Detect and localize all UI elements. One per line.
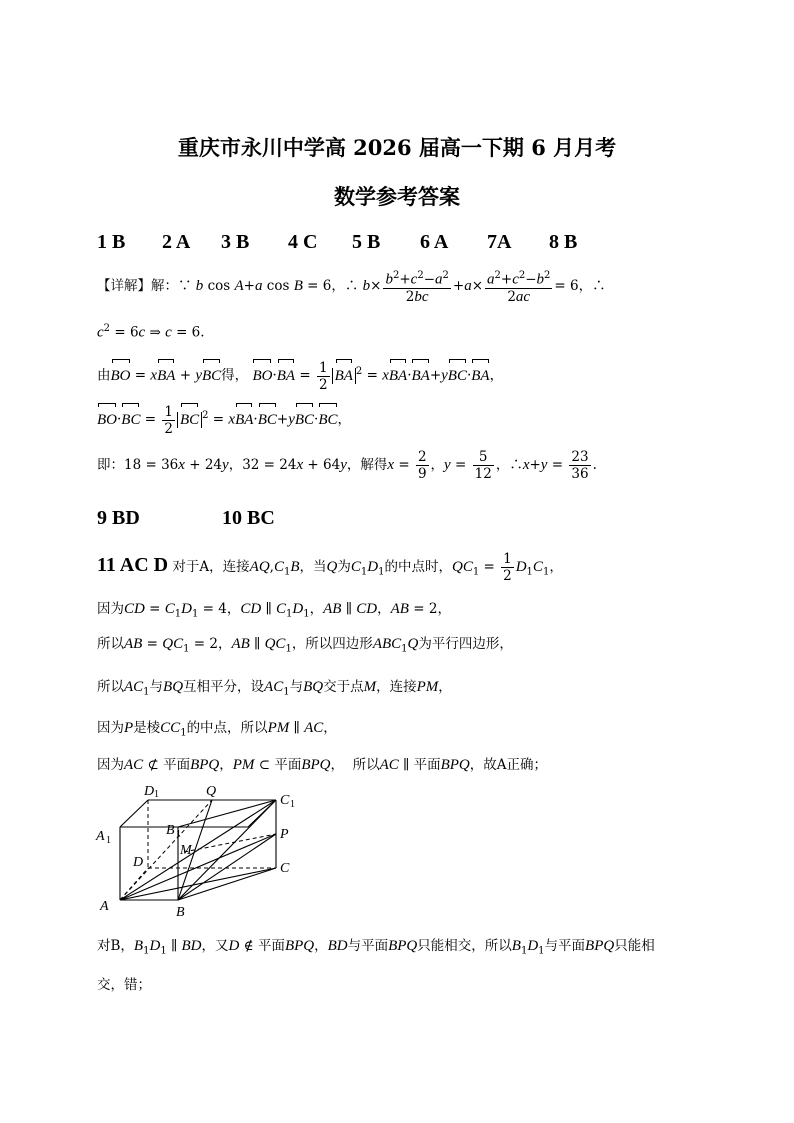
edge-a-p [120, 834, 276, 900]
q11-line-4: 所以$AC_1$与BQ互相平分，设$AC_1$与BQ交于点M，连接PM， [97, 679, 452, 698]
detail-line-4: BO·BC = $\frac{1}{2}$ BC $^2$ = xBA·BC+yBC·BC， [97, 403, 352, 437]
label-a: A [100, 899, 109, 914]
label-m: M [180, 843, 192, 858]
cuboid-diagram [92, 782, 312, 922]
answer-6: 6 A [420, 231, 449, 253]
answer-2: 2 A [162, 231, 191, 253]
svg-text:1: 1 [176, 829, 181, 840]
detail-line-3: 由BO = xBA + yBC得， BO·BA = $\frac{1}{2}$ BA $^2$ = xBA·BA+yBC·BA， [97, 359, 504, 393]
answer-4: 4 C [288, 231, 318, 253]
detail-line-2: $c^2 = 6c$ ⇒ c = 6. [97, 323, 205, 341]
detail-line-5: 即：18 = 36x + 24y，32 = 24x + 64y，解得x = $\frac{2}{9}$ ，y = $\frac{5}{12}$ ，∴x+y = $\frac{23}{36}$ . [97, 449, 597, 482]
label-b1: B [166, 823, 175, 838]
answer-5: 5 B [352, 231, 381, 253]
q11-line-2: 因为CD = $C_1D_1 = 4$，CD ∥ $C_1D_1$，AB ∥ CD，AB = 2， [97, 601, 451, 620]
detail-line-1: 【详解】解：∵ b cos A+a cos B = 6，∴ b× $\frac{b^2+c^2-a^2}{2bc}$ +a× $\frac{a^2+c^2-b^2}{2ac}$ = 6，∴ [97, 270, 606, 305]
q11-line-7: 对B，$B_1D_1$ ∥ BD，又D ∉ 平面BPQ，BD与平面BPQ只能相交，所以$B_1D_1$与平面BPQ只能相 [97, 938, 655, 957]
answer-3: 3 B [221, 231, 250, 253]
answer-7: 7A [487, 231, 512, 253]
label-p: P [280, 827, 289, 842]
answer-10: 10 BC [222, 507, 275, 529]
svg-text:1: 1 [154, 789, 159, 800]
answer-8: 8 B [549, 231, 578, 253]
label-d: D [133, 855, 144, 870]
label-q: Q [206, 784, 217, 799]
page-subtitle: 数学参考答案 [334, 184, 460, 209]
q11-line-6: 因为AC ⊄ 平面BPQ，PM ⊂ 平面BPQ， 所以AC ∥ 平面BPQ，故A正确； [97, 757, 548, 773]
q11-line-3: 所以AB = $QC_1 = 2$，AB ∥ $QC_1$，所以四边形$ABC_1Q$为平行四边形， [97, 636, 513, 655]
page-title: 重庆市永川中学高 2026 届高一下期 6 月月考 [177, 135, 617, 160]
edge-a1-d1 [120, 800, 148, 827]
q11-line-1: 11 AC D 对于A，连接$AQ,C_1B$，当Q为$C_1D_1$的中点时，$QC_1$ = $\frac{1}{2}$ $D_1C_1$， [97, 551, 563, 584]
label-c1: C [280, 793, 290, 808]
svg-text:1: 1 [106, 835, 111, 846]
label-a1: A [96, 829, 105, 844]
answer-9: 9 BD [97, 507, 140, 529]
edge-b-c [178, 868, 276, 900]
svg-text:1: 1 [290, 799, 295, 810]
label-c: C [280, 861, 290, 876]
q11-line-5: 因为P是棱$CC_1$的中点，所以PM ∥ AC， [97, 720, 337, 739]
label-b: B [176, 905, 185, 920]
label-d1: D [144, 784, 155, 799]
answer-1: 1 B [97, 231, 126, 253]
q11-line-8: 交，错； [97, 977, 151, 993]
